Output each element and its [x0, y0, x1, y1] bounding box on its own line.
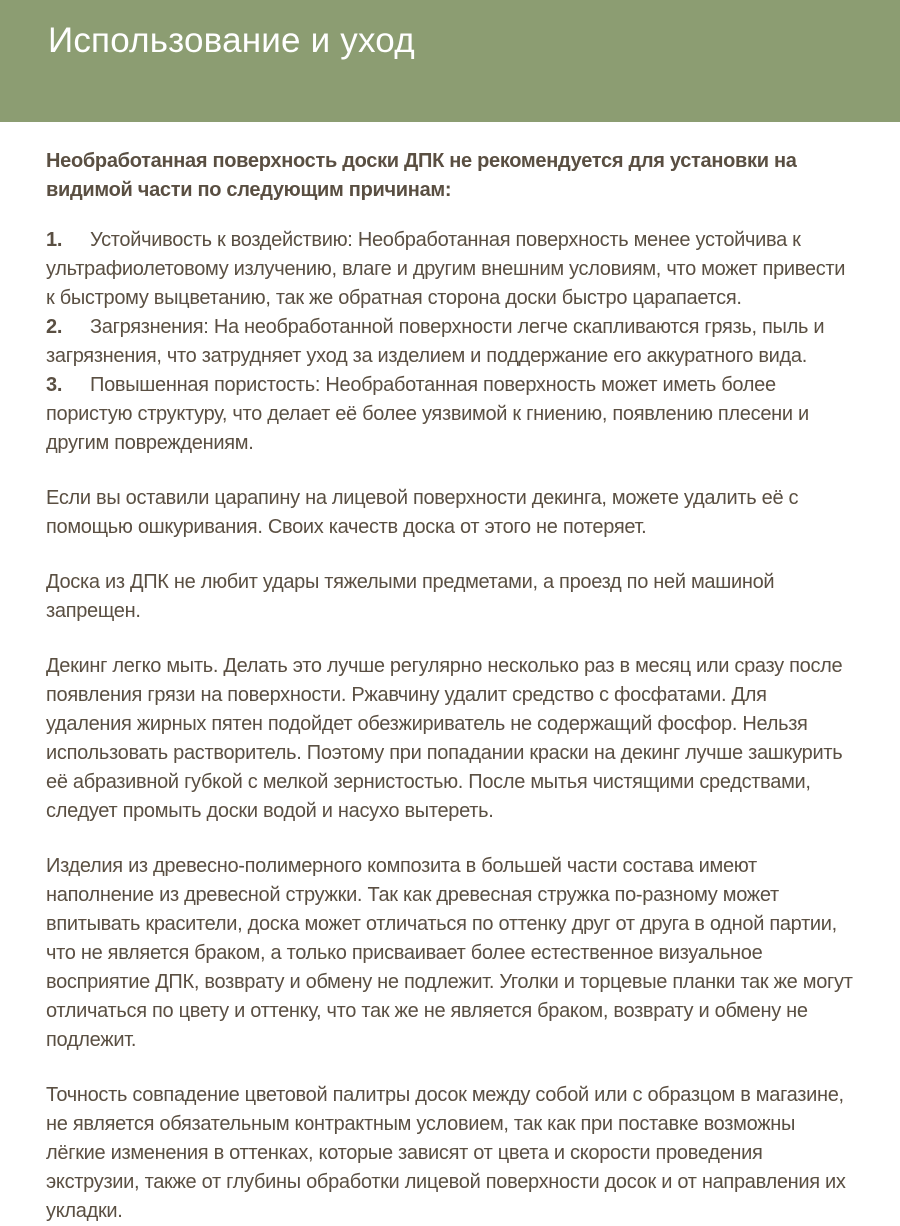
reason-number: 2.: [46, 316, 63, 338]
reason-text: Устойчивость к воздействию: Необработанная поверхность менее устойчива к ультрафиолетовому излучению, влаге и другим внешним условиям, что может привести к быстрому выцветанию, так же обратная сторона доски быстро царапается.: [46, 229, 846, 309]
reason-item: [46, 371, 855, 458]
reason-number: 1.: [46, 229, 63, 251]
reason-text: Повышенная пористость: Необработанная поверхность может иметь более пористую структуру, что делает её более уязвимой к гниению, появлению плесени и другим повреждениям.: [46, 374, 809, 454]
paragraph: Если вы оставили царапину на лицевой поверхности декинга, можете удалить её с помощью ошкуривания. Своих качеств доска от этого не потеряет.: [46, 487, 799, 538]
paragraph: Декинг легко мыть. Делать это лучше регулярно несколько раз в месяц или сразу после появления грязи на поверхности. Ржавчину удалит средство с фосфатами. Для удаления жирных пятен подойдет обезжириватель не содержащий фосфор. Нельзя использовать растворитель. Поэтому при попадании краски на декинг лучше зашкурить её абразивной губкой с мелкой зернистостью. После мытья чистящими средствами, следует промыть доски водой и насухо вытереть.: [46, 655, 843, 822]
paragraph: Изделия из древесно-полимерного композита в большей части состава имеют наполнение из древесной стружки. Так как древесная стружка по-разному может впитывать красители, доска может отличаться по оттенку друг от друга в одной партии, что не является браком, а только присваивает более естественное визуальное восприятие ДПК, возврату и обмену не подлежит. Уголки и торцевые планки так же могут отличаться по цвету и оттенку, что так же не является браком, возврату и обмену не подлежит.: [46, 855, 853, 1051]
reasons-list: [46, 226, 855, 458]
reason-item: [46, 226, 855, 313]
intro-paragraph: Необработанная поверхность доски ДПК не рекомендуется для установки на видимой части по следующим причинам:: [46, 150, 797, 201]
paragraph: Доска из ДПК не любит удары тяжелыми предметами, а проезд по ней машиной запрещен.: [46, 571, 775, 622]
reason-number: 3.: [46, 374, 63, 396]
reason-item: [46, 313, 855, 371]
page-header: [0, 0, 900, 122]
reason-text: Загрязнения: На необработанной поверхности легче скапливаются грязь, пыль и загрязнения, что затрудняет уход за изделием и поддержание его аккуратного вида.: [46, 316, 825, 367]
body-paragraphs: [46, 484, 855, 1226]
paragraph: Точность совпадение цветовой палитры досок между собой или с образцом в магазине, не является обязательным контрактным условием, так как при поставке возможны лёгкие изменения в оттенках, которые зависят от цвета и скорости проведения экструзии, также от глубины обработки лицевой поверхности досок и от направления их укладки.: [46, 1084, 846, 1222]
content-area: [0, 122, 900, 1226]
page-title: Использование и уход: [48, 21, 415, 60]
